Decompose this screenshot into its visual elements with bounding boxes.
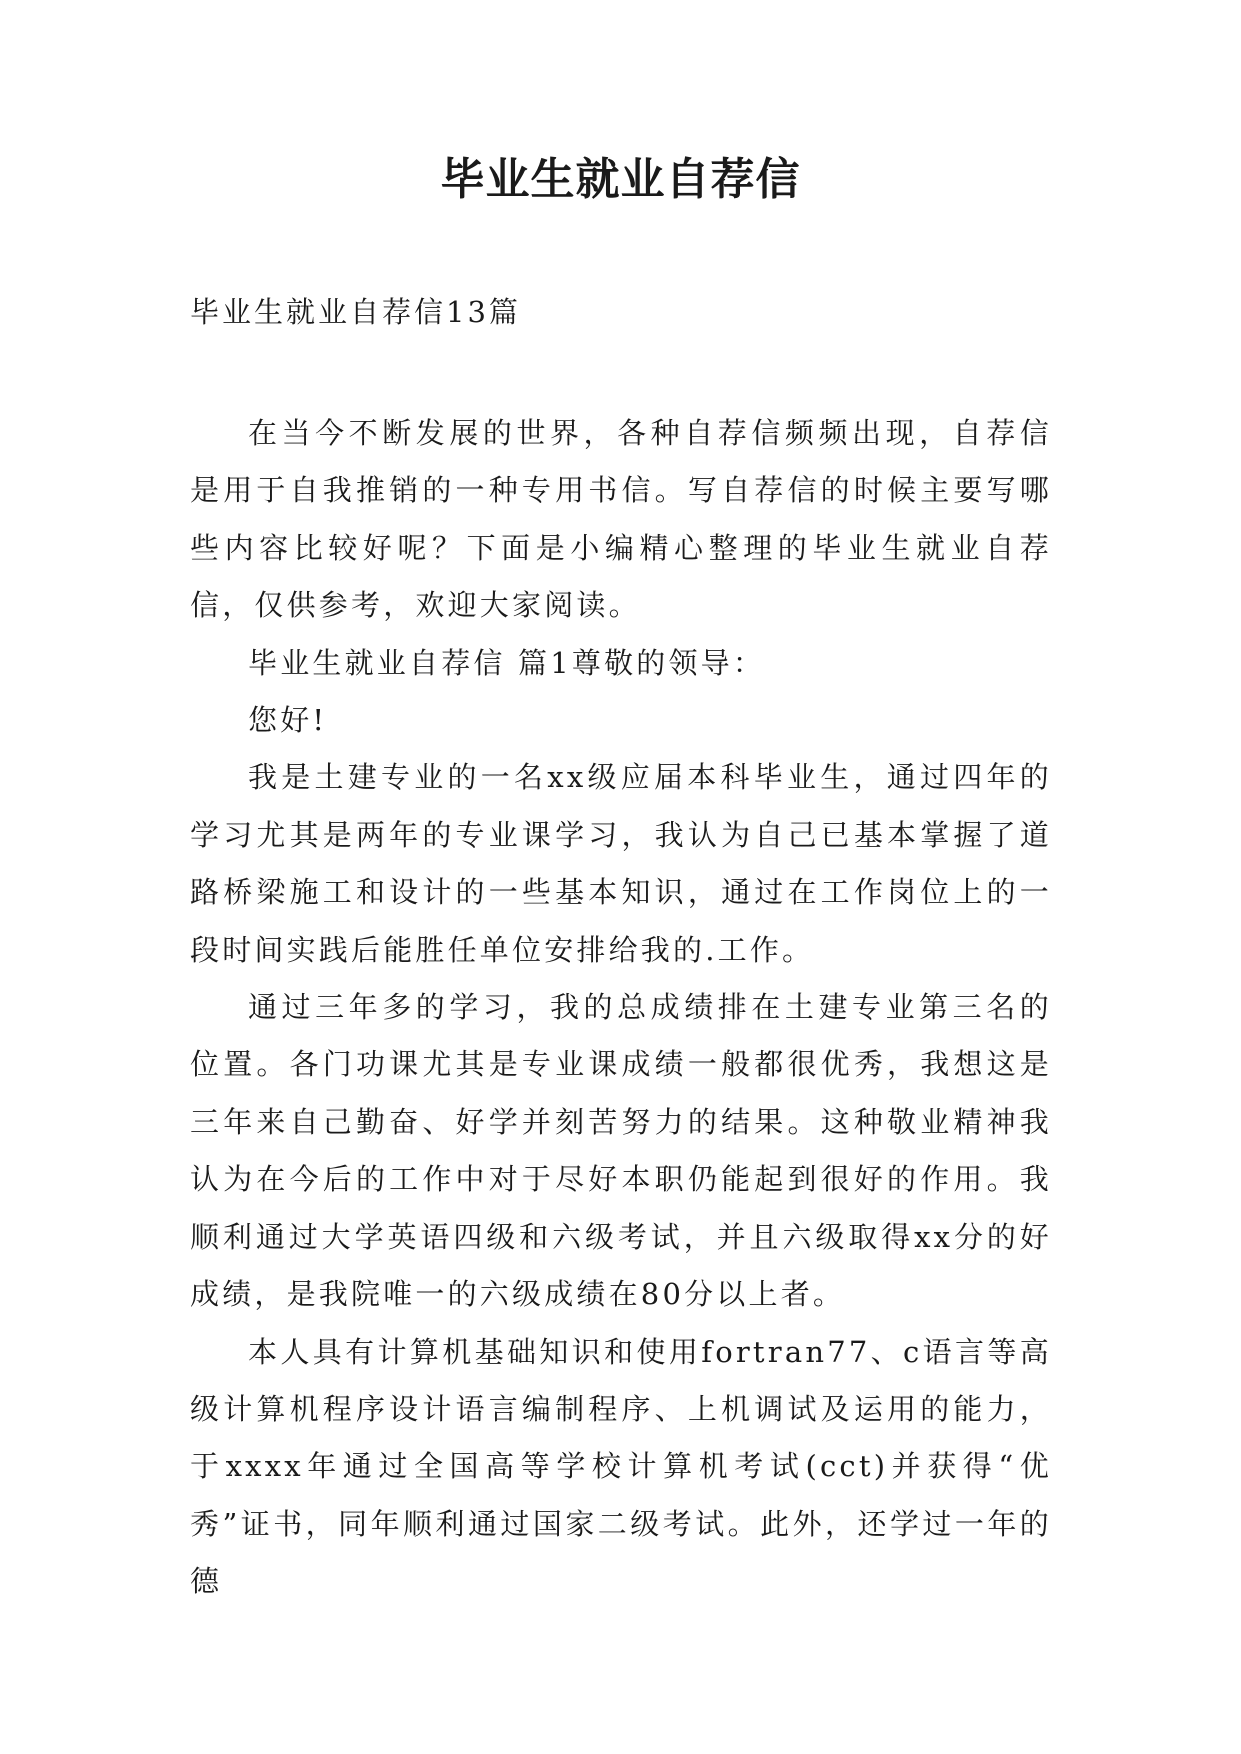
body-paragraph: 本人具有计算机基础知识和使用fortran77、c语言等高级计算机程序设计语言编制程序、上机调试及运用的能力，于xxxx年通过全国高等学校计算机考试(cct)并获得“优秀”证书，同年顺利通过国家二级考试。此外，还学过一年的德 <box>190 1334 1052 1599</box>
document-body <box>190 405 1052 1611</box>
document-subtitle: 毕业生就业自荐信13篇 <box>190 295 521 329</box>
body-paragraph: 我是土建专业的一名xx级应届本科毕业生，通过四年的学习尤其是两年的专业课学习，我认为自己已基本掌握了道路桥梁施工和设计的一些基本知识，通过在工作岗位上的一段时间实践后能胜任单位安排给我的.工作。 <box>190 760 1052 967</box>
greeting: 您好! <box>248 703 328 738</box>
letter-heading: 毕业生就业自荐信 篇1尊敬的领导： <box>248 645 766 680</box>
intro-paragraph: 在当今不断发展的世界，各种自荐信频频出现，自荐信是用于自我推销的一种专用书信。写自荐信的时候主要写哪些内容比较好呢？下面是小编精心整理的毕业生就业自荐信，仅供参考，欢迎大家阅读。 <box>190 416 1052 623</box>
body-paragraph: 通过三年多的学习，我的总成绩排在土建专业第三名的位置。各门功课尤其是专业课成绩一般都很优秀，我想这是三年来自己勤奋、好学并刻苦努力的结果。这种敬业精神我认为在今后的工作中对于尽好本职仍能起到很好的作用。我顺利通过大学英语四级和六级考试，并且六级取得xx分的好成绩，是我院唯一的六级成绩在80分以上者。 <box>190 990 1052 1312</box>
document-title: 毕业生就业自荐信 <box>440 154 801 205</box>
